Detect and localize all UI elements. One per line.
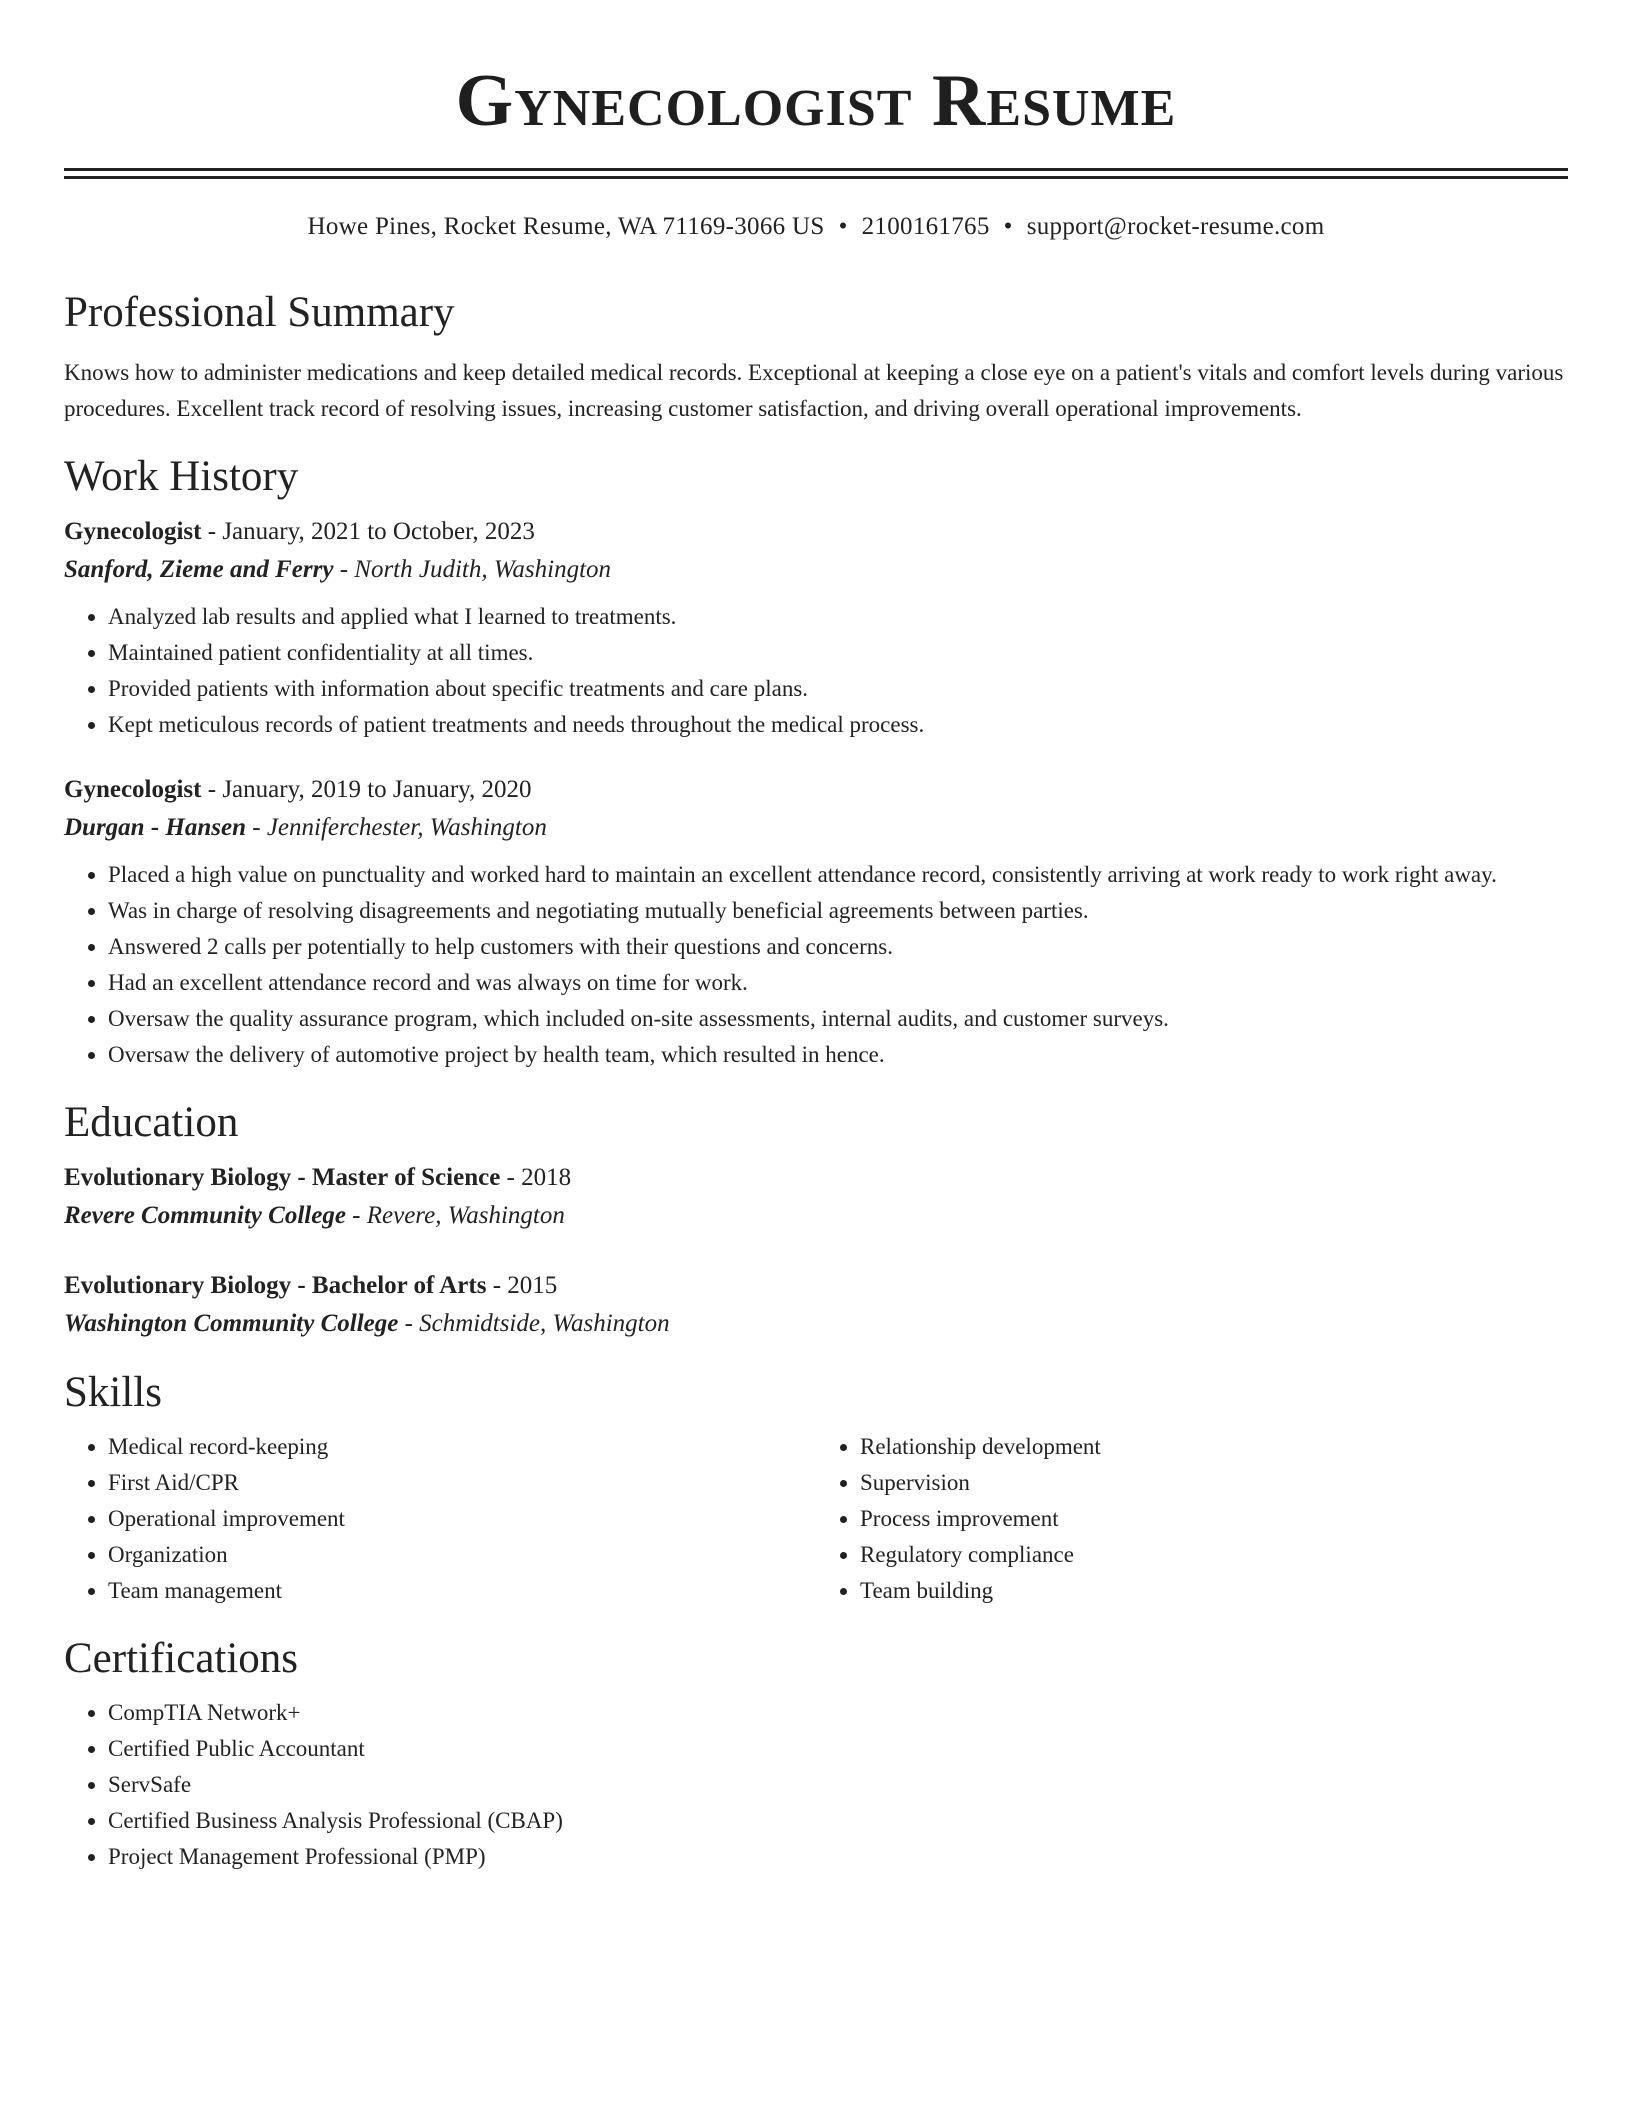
skill-item: • Medical record-keeping	[108, 1429, 816, 1465]
job-location: - Jenniferchester, Washington	[246, 814, 547, 841]
skill-item: • Organization	[108, 1537, 816, 1573]
degree-year: - 2018	[500, 1164, 572, 1191]
job-entry	[64, 771, 1568, 1073]
skill-item: • First Aid/CPR	[108, 1465, 816, 1501]
job-bullet: • Oversaw the quality assurance program, which included on-site assessments, internal audits, and customer surveys.	[108, 1001, 1568, 1037]
skill-item: • Process improvement	[860, 1501, 1568, 1537]
job-title: Gynecologist	[64, 776, 202, 803]
certifications-list	[64, 1695, 1568, 1875]
school-location: - Schmidtside, Washington	[398, 1310, 670, 1337]
skill-item: • Team management	[108, 1573, 816, 1609]
certification-item: • Certified Business Analysis Professional (CBAP)	[108, 1803, 1568, 1839]
job-bullet: • Answered 2 calls per potentially to help customers with their questions and concerns.	[108, 929, 1568, 965]
degree-line	[64, 1267, 1568, 1305]
job-bullet: • Had an excellent attendance record and was always on time for work.	[108, 965, 1568, 1001]
job-bullets	[64, 599, 1568, 743]
education-heading: Education	[64, 1099, 239, 1146]
certification-item: • Project Management Professional (PMP)	[108, 1839, 1568, 1875]
education-entry	[64, 1267, 1568, 1343]
contact-separator: •	[838, 213, 848, 240]
job-bullet: • Kept meticulous records of patient treatments and needs throughout the medical process.	[108, 707, 1568, 743]
skills-list-right	[816, 1429, 1568, 1609]
school: Revere Community College	[64, 1202, 346, 1229]
job-bullet: • Provided patients with information about specific treatments and care plans.	[108, 671, 1568, 707]
skill-item: • Relationship development	[860, 1429, 1568, 1465]
job-company-line	[64, 551, 1568, 589]
skill-item: • Operational improvement	[108, 1501, 816, 1537]
job-entry	[64, 513, 1568, 743]
certification-item: • CompTIA Network+	[108, 1695, 1568, 1731]
job-title: Gynecologist	[64, 518, 202, 545]
resume-title: Gynecologist Resume	[455, 60, 1177, 142]
certification-item: • Certified Public Accountant	[108, 1731, 1568, 1767]
skills-list-left	[64, 1429, 816, 1609]
education-entry	[64, 1159, 1568, 1235]
degree-year: - 2015	[486, 1272, 558, 1299]
job-dates: - January, 2021 to October, 2023	[201, 518, 535, 545]
job-company: Durgan - Hansen	[64, 814, 246, 841]
degree: Evolutionary Biology - Master of Science	[64, 1164, 501, 1191]
summary-text: Knows how to administer medications and keep detailed medical records. Exceptional at keeping a close eye on a patient's vitals and comfort levels during various procedures. Excellent track record of resolving issues, increasing customer satisfaction, and driving overall operational improvements.	[64, 360, 1564, 421]
school-location: - Revere, Washington	[345, 1202, 565, 1229]
job-bullet: • Was in charge of resolving disagreements and negotiating mutually beneficial agreements between parties.	[108, 893, 1568, 929]
job-company-line	[64, 809, 1568, 847]
job-bullet: • Oversaw the delivery of automotive project by health team, which resulted in hence.	[108, 1037, 1568, 1073]
contact-separator: •	[1003, 213, 1013, 240]
skills-section	[64, 1367, 1568, 1609]
skills-columns	[64, 1419, 1568, 1609]
work-history-section	[64, 451, 1568, 1073]
job-dates: - January, 2019 to January, 2020	[201, 776, 532, 803]
job-company: Sanford, Zieme and Ferry	[64, 556, 334, 583]
skills-heading: Skills	[64, 1369, 162, 1416]
job-bullet: • Analyzed lab results and applied what I learned to treatments.	[108, 599, 1568, 635]
skill-item: • Team building	[860, 1573, 1568, 1609]
skill-item: • Supervision	[860, 1465, 1568, 1501]
job-bullets	[64, 857, 1568, 1073]
degree-line	[64, 1159, 1568, 1197]
job-title-line	[64, 513, 1568, 551]
resume-page	[64, 0, 1568, 1875]
school-line	[64, 1305, 1568, 1343]
summary-heading: Professional Summary	[64, 289, 455, 336]
job-location: - North Judith, Washington	[333, 556, 612, 583]
certification-item: • ServSafe	[108, 1767, 1568, 1803]
job-bullet: • Placed a high value on punctuality and worked hard to maintain an excellent attendance record, consistently arriving at work ready to work right away.	[108, 857, 1568, 893]
school-line	[64, 1197, 1568, 1235]
title-double-rule	[64, 168, 1568, 179]
job-title-line	[64, 771, 1568, 809]
contact-address: Howe Pines, Rocket Resume, WA 71169-3066 US	[307, 213, 825, 240]
school: Washington Community College	[64, 1310, 399, 1337]
contact-phone: 2100161765	[861, 213, 990, 240]
job-bullet: • Maintained patient confidentiality at all times.	[108, 635, 1568, 671]
summary-section	[64, 287, 1568, 427]
contact-email: support@rocket-resume.com	[1026, 213, 1325, 240]
education-section	[64, 1097, 1568, 1343]
contact-line	[64, 211, 1568, 243]
certifications-section	[64, 1633, 1568, 1875]
certifications-heading: Certifications	[64, 1635, 299, 1682]
degree: Evolutionary Biology - Bachelor of Arts	[64, 1272, 487, 1299]
work-history-heading: Work History	[64, 453, 299, 500]
skill-item: • Regulatory compliance	[860, 1537, 1568, 1573]
